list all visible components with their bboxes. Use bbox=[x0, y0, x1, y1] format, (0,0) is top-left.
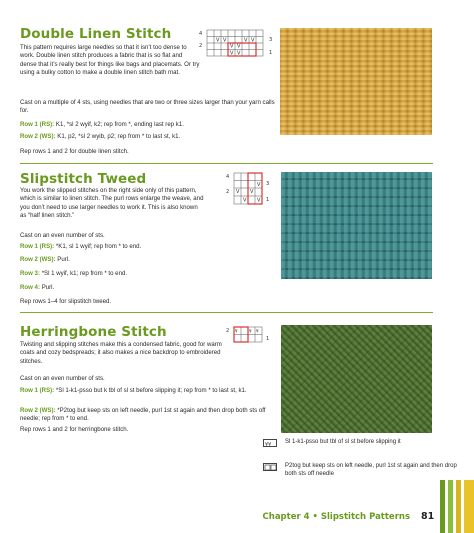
row-text: Purl. bbox=[57, 256, 70, 263]
row1-herringbone bbox=[20, 387, 270, 395]
svg-text:V: V bbox=[244, 37, 248, 44]
svg-text:V: V bbox=[230, 43, 234, 50]
swatch-herringbone bbox=[281, 325, 432, 433]
chart-herringbone bbox=[226, 326, 272, 344]
svg-text:V: V bbox=[243, 197, 247, 204]
row-label: Row 1 (RS): bbox=[20, 243, 55, 250]
row-text: K1, *sl 2 wyif, k2; rep from *, ending last rep k1. bbox=[55, 121, 184, 128]
svg-text:V: V bbox=[237, 50, 241, 57]
row4-slipstitch-tweed bbox=[20, 284, 270, 292]
cast-on-herringbone: Cast on an even number of sts. bbox=[20, 375, 105, 382]
row-label: Row 1 (RS): bbox=[20, 387, 55, 394]
legend-text: Sl 1-k1-psso but tbl of sl st before slipping it bbox=[285, 439, 401, 445]
chapter-footer: Chapter 4 • Slipstitch Patterns bbox=[262, 512, 410, 522]
row-text: *Sl 1-k1-psso but k tbl of sl st before slipping it; rep from * to last st, k1. bbox=[55, 387, 247, 394]
page-number: 81 bbox=[421, 511, 435, 522]
legend-text: P2tog but keep sts on left needle, purl 1st st again and then drop both sts off needle bbox=[285, 463, 457, 477]
row-text: K1, p2, *sl 2 wyib, p2; rep from * to last st, k1. bbox=[57, 133, 181, 140]
svg-text:V: V bbox=[250, 189, 254, 195]
row-text: Purl. bbox=[41, 284, 55, 291]
repeat-double-linen: Rep rows 1 and 2 for double linen stitch. bbox=[20, 148, 129, 155]
cast-on-slipstitch-tweed: Cast on an even number of sts. bbox=[20, 232, 105, 239]
section-divider bbox=[20, 312, 433, 313]
row-text: *P2tog but keep sts on left needle, purl 1st st again and then drop both sts off needle; rep from * to end. bbox=[20, 407, 266, 423]
section-title-slipstitch-tweed: Slipstitch Tweed bbox=[20, 171, 147, 187]
row-text: *K1, sl 1 wyif; rep from * to end. bbox=[55, 243, 142, 250]
chart-row-label: 3 bbox=[266, 181, 270, 187]
chart-row-label: 4 bbox=[199, 31, 203, 37]
cast-on-double-linen: Cast on a multiple of 4 sts, using needles that are two or three sizes larger than your yarn calls for. bbox=[20, 99, 275, 115]
row1-slipstitch-tweed bbox=[20, 243, 270, 251]
svg-text:V: V bbox=[236, 189, 240, 195]
row-label: Row 2 (WS): bbox=[20, 133, 56, 140]
intro-herringbone: Twisting and slipping stitches make this a condensed fabric, good for warm coats and cozy bedspreads; it also makes a nice backdrop to embroidered stitches. bbox=[20, 341, 222, 365]
swatch-double-linen bbox=[280, 28, 432, 135]
row2-herringbone bbox=[20, 407, 270, 424]
row2-slipstitch-tweed bbox=[20, 256, 270, 264]
chart-slipstitch-tweed bbox=[226, 172, 272, 206]
repeat-herringbone: Rep rows 1 and 2 for herringbone stitch. bbox=[20, 426, 129, 433]
row1-double-linen bbox=[20, 121, 275, 129]
svg-text:¥: ¥ bbox=[249, 328, 252, 334]
svg-text:V: V bbox=[251, 37, 255, 44]
row-label: Row 1 (RS): bbox=[20, 121, 55, 128]
section-divider bbox=[20, 163, 433, 164]
legend-item-twist-slip bbox=[263, 439, 463, 449]
repeat-slipstitch-tweed: Rep rows 1–4 for slipstitch tweed. bbox=[20, 298, 112, 305]
row-text: *Sl 1 wyif, k1; rep from * to end. bbox=[41, 270, 128, 277]
legend-item-p2tog bbox=[263, 463, 463, 481]
legend-symbol-icon bbox=[263, 463, 277, 471]
svg-text:V: V bbox=[216, 37, 220, 44]
section-title-herringbone: Herringbone Stitch bbox=[20, 324, 167, 340]
intro-text: This pattern requires large needles so that it isn’t too dense to work. Double linen stitch produces a fabric that is so flat and dense that it’s really best for things like bags and placemats. Or try using a bulky cotton to make a double linen stitch bath mat. bbox=[20, 44, 200, 77]
row-label: Row 2 (WS): bbox=[20, 407, 56, 414]
chart-row-label: 1 bbox=[269, 50, 273, 56]
svg-text:V: V bbox=[237, 43, 241, 50]
row-label: Row 2 (WS): bbox=[20, 256, 56, 263]
chart-double-linen bbox=[199, 29, 275, 59]
section-title-double-linen: Double Linen Stitch bbox=[20, 26, 172, 42]
svg-text:V: V bbox=[257, 182, 261, 188]
chart-row-label: 3 bbox=[269, 37, 273, 43]
row-label: Row 3: bbox=[20, 270, 40, 277]
chart-row-label: 4 bbox=[226, 174, 230, 180]
legend-symbol-icon bbox=[263, 439, 277, 447]
row2-double-linen bbox=[20, 133, 275, 141]
chart-row-label: 1 bbox=[266, 336, 270, 342]
chart-row-label: 2 bbox=[199, 43, 203, 49]
svg-text:¥: ¥ bbox=[256, 328, 259, 334]
swatch-slipstitch-tweed bbox=[281, 172, 432, 279]
intro-slipstitch-tweed: You work the slipped stitches on the right side only of this pattern, which is similar to linen stitch. The purl rows enlarge the weave, and you don’t need to use larger needles to work it. This is also known as “half linen stitch.” bbox=[20, 187, 204, 220]
svg-text:V: V bbox=[223, 37, 227, 44]
row-label: Row 4: bbox=[20, 284, 40, 291]
chart-row-label: 2 bbox=[226, 189, 230, 195]
svg-text:V: V bbox=[257, 197, 261, 204]
svg-text:V: V bbox=[230, 50, 234, 57]
svg-text:¥: ¥ bbox=[235, 328, 238, 334]
row3-slipstitch-tweed bbox=[20, 270, 270, 278]
intro-double-linen-a bbox=[20, 43, 203, 78]
chart-row-label: 2 bbox=[226, 328, 230, 334]
svg-text:¥¥: ¥¥ bbox=[265, 442, 272, 447]
chart-row-label: 1 bbox=[266, 197, 270, 203]
